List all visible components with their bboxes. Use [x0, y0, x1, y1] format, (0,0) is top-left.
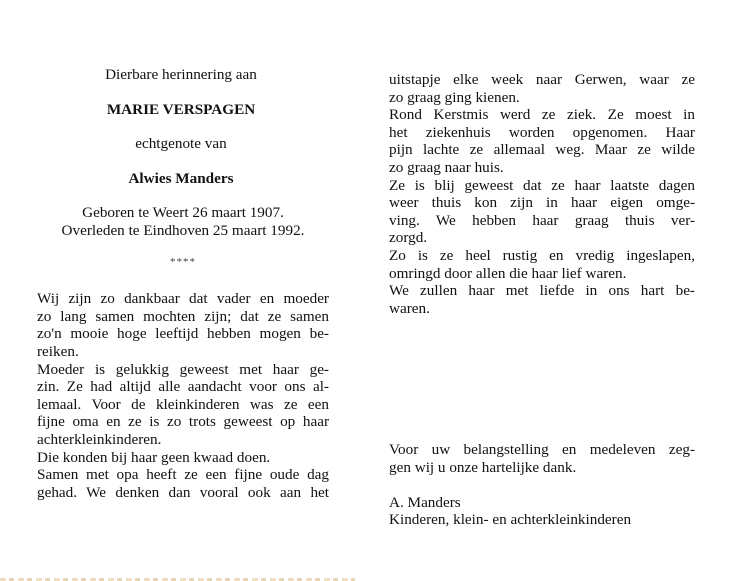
- text-line: achterkleinkinderen.: [37, 430, 162, 448]
- text-line: Ze is blij geweest dat ze haar laatste dagen: [389, 176, 695, 194]
- thanks-block: [389, 441, 695, 476]
- text-line: Samen met opa heeft ze een fijne oude dag: [37, 466, 329, 484]
- intro-text: Dierbare herinnering aan: [105, 66, 257, 83]
- thanks-line: Voor uw belangstelling en medeleven zeg-: [389, 441, 695, 459]
- separator-stars: ****: [170, 255, 196, 268]
- thanks-line: gen wij u onze hartelijke dank.: [389, 458, 577, 476]
- text-line: reiken.: [37, 342, 79, 360]
- spouse-name: Alwies Manders: [128, 169, 234, 187]
- text-line: het ziekenhuis worden opgenomen. Haar: [389, 123, 695, 141]
- text-line: uitstapje elke week naar Gerwen, waar ze: [389, 71, 695, 88]
- relation-text: echtgenote van: [135, 135, 227, 153]
- text-line: zorgd.: [389, 229, 428, 247]
- text-line: zo'n mooie hoge leeftijd hebben mogen be-: [37, 325, 329, 343]
- text-line: Die konden bij haar geen kwaad doen.: [37, 448, 271, 466]
- death-line: Overleden te Eindhoven 25 maart 1992.: [61, 221, 305, 239]
- text-line: Rond Kerstmis werd ze ziek. Ze moest in: [389, 106, 695, 124]
- text-line: fijne oma en ze is zo trots geweest op haar: [37, 413, 329, 431]
- text-line: zo lang samen mochten zijn; dat ze samen: [37, 307, 329, 325]
- memorial-text-left: [37, 290, 329, 501]
- text-line: zo graag naar huis.: [389, 158, 504, 176]
- text-line: weer thuis kon zijn in haar eigen omge-: [389, 194, 695, 212]
- text-line: waren.: [389, 299, 430, 317]
- text-line: We zullen haar met liefde in ons hart be-: [389, 282, 695, 300]
- text-line: ving. We hebben haar graag thuis ver-: [389, 211, 695, 229]
- birth-line: Geboren te Weert 26 maart 1907.: [82, 204, 284, 222]
- text-line: omringd door allen die haar lief waren.: [389, 264, 627, 282]
- text-line: Wij zijn zo dankbaar dat vader en moeder: [37, 290, 329, 308]
- header-block: [37, 66, 329, 271]
- text-line: zin. Ze had altijd alle aandacht voor ons al-: [37, 378, 329, 396]
- deceased-name: MARIE VERSPAGEN: [106, 100, 256, 118]
- text-line: zo graag ging kienen.: [389, 88, 520, 106]
- text-line: Moeder is gelukkig geweest met haar ge-: [37, 360, 329, 378]
- signature-block: [389, 494, 695, 529]
- text-line: pijn lachte ze allemaal weg. Maar ze wilde: [389, 141, 695, 159]
- text-line: gehad. We denken dan vooral ook aan het: [37, 483, 329, 501]
- family-line: Kinderen, klein- en achterkleinkinderen: [389, 511, 632, 529]
- signature-name: A. Manders: [389, 493, 461, 511]
- left-column: [37, 66, 329, 501]
- text-line: lemaal. Voor de kleinkinderen was ze een: [37, 395, 329, 413]
- right-column: [389, 71, 695, 529]
- text-line: Zo is ze heel rustig en vredig ingeslapen,: [389, 246, 695, 264]
- memorial-text-right: [389, 71, 695, 317]
